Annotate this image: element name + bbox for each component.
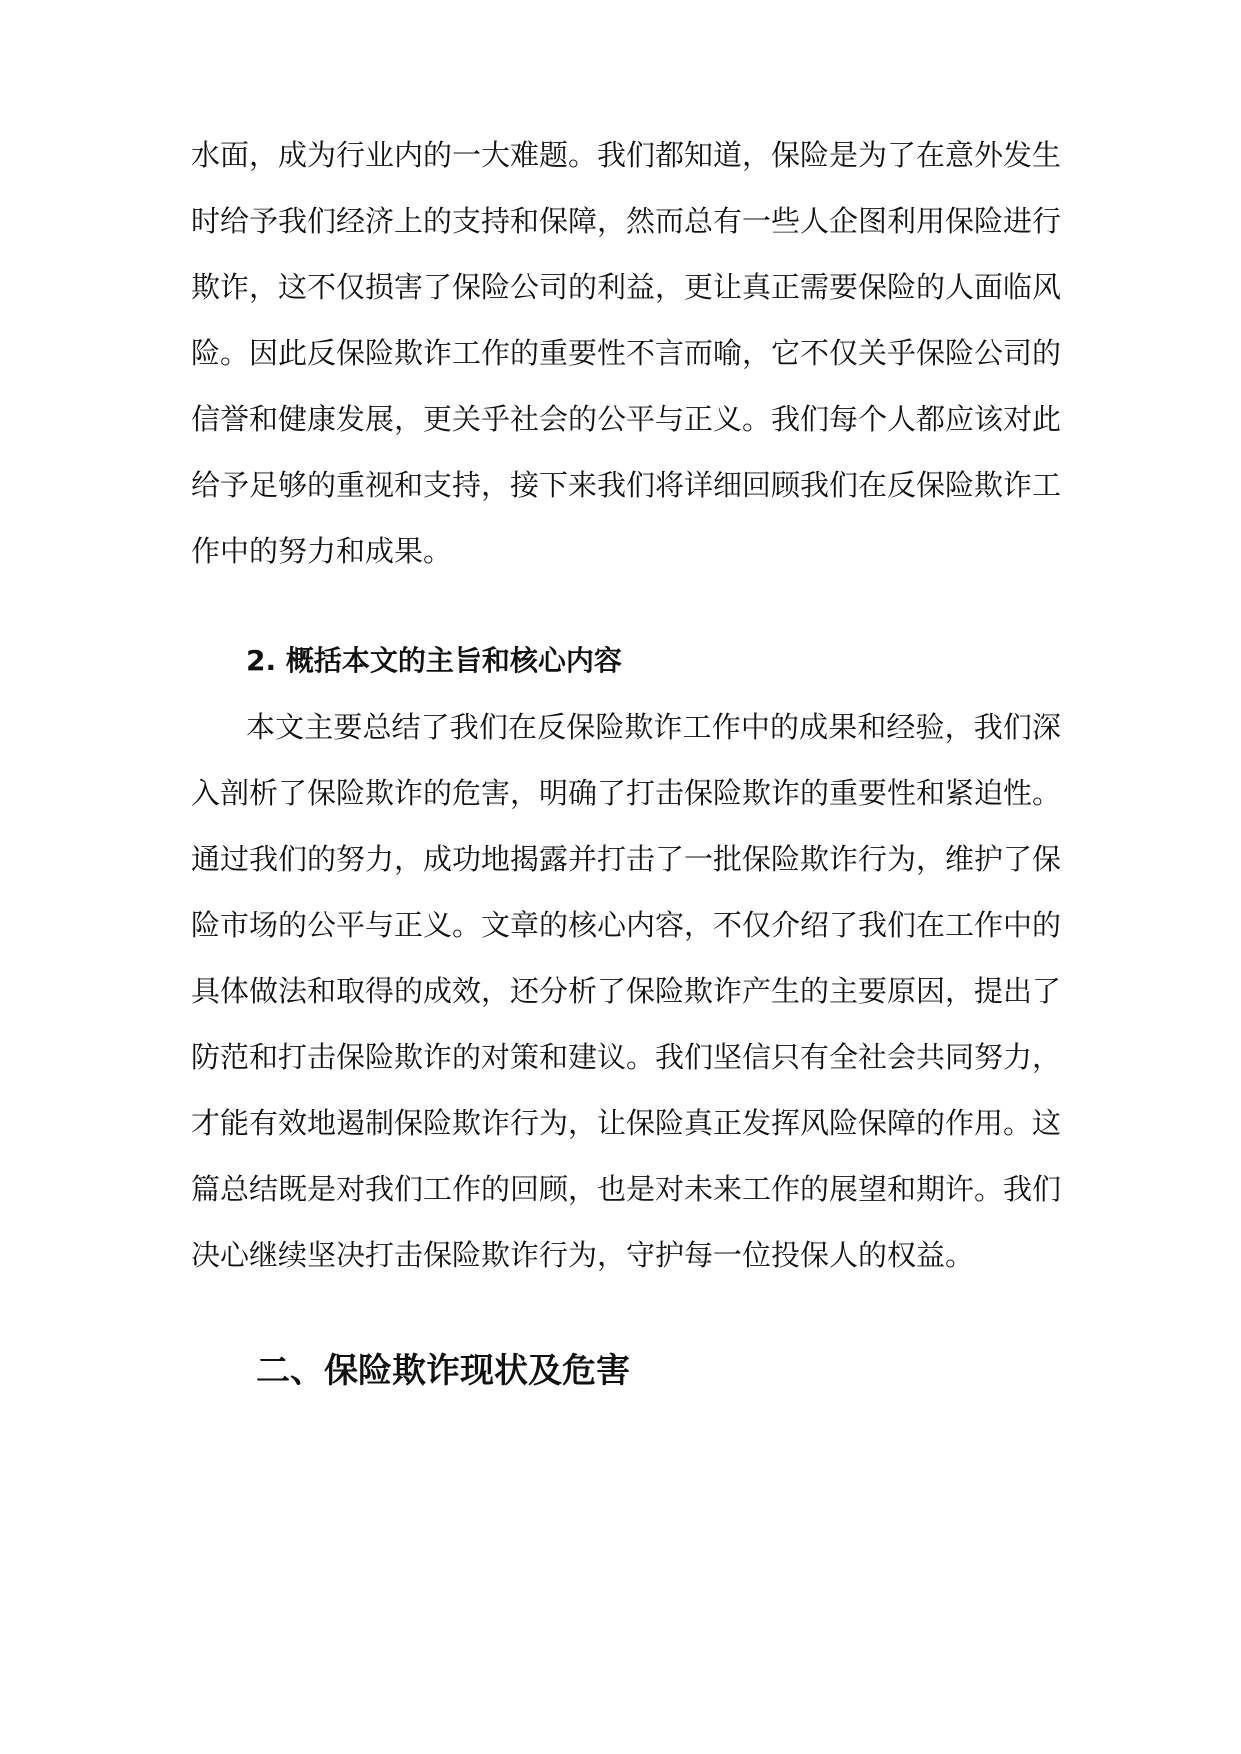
paragraph-line: 险。因此反保险欺诈工作的重要性不言而喻，它不仅关乎保险公司的 xyxy=(191,336,1062,370)
paragraph-line: 入剖析了保险欺诈的危害，明确了打击保险欺诈的重要性和紧迫性。 xyxy=(191,776,1062,810)
paragraph-line: 水面，成为行业内的一大难题。我们都知道，保险是为了在意外发生 xyxy=(191,138,1062,172)
paragraph-line: 信誉和健康发展，更关乎社会的公平与正义。我们每个人都应该对此 xyxy=(191,402,1062,436)
paragraph-line: 欺诈，这不仅损害了保险公司的利益，更让真正需要保险的人面临风 xyxy=(191,270,1062,304)
paragraph-line: 篇总结既是对我们工作的回顾，也是对未来工作的展望和期许。我们 xyxy=(191,1172,1062,1206)
paragraph-line: 通过我们的努力，成功地揭露并打击了一批保险欺诈行为，维护了保 xyxy=(191,842,1062,876)
paragraph-line: 本文主要总结了我们在反保险欺诈工作中的成果和经验，我们深 xyxy=(246,710,1061,744)
paragraph-line: 决心继续坚决打击保险欺诈行为，守护每一位投保人的权益。 xyxy=(191,1238,975,1272)
paragraph-line: 作中的努力和成果。 xyxy=(191,534,453,568)
paragraph-line: 时给予我们经济上的支持和保障，然而总有一些人企图利用保险进行 xyxy=(191,204,1062,238)
paragraph-line: 才能有效地遏制保险欺诈行为，让保险真正发挥风险保障的作用。这 xyxy=(191,1106,1062,1140)
paragraph-line: 险市场的公平与正义。文章的核心内容，不仅介绍了我们在工作中的 xyxy=(191,908,1062,942)
chapter-heading: 二、保险欺诈现状及危害 xyxy=(256,1351,630,1391)
paragraph-line: 防范和打击保险欺诈的对策和建议。我们坚信只有全社会共同努力， xyxy=(191,1040,1062,1074)
paragraph-line: 给予足够的重视和支持，接下来我们将详细回顾我们在反保险欺诈工 xyxy=(191,468,1062,502)
section-heading: 2. 概括本文的主旨和核心内容 xyxy=(246,644,622,677)
paragraph-line: 具体做法和取得的成效，还分析了保险欺诈产生的主要原因，提出了 xyxy=(191,974,1062,1008)
